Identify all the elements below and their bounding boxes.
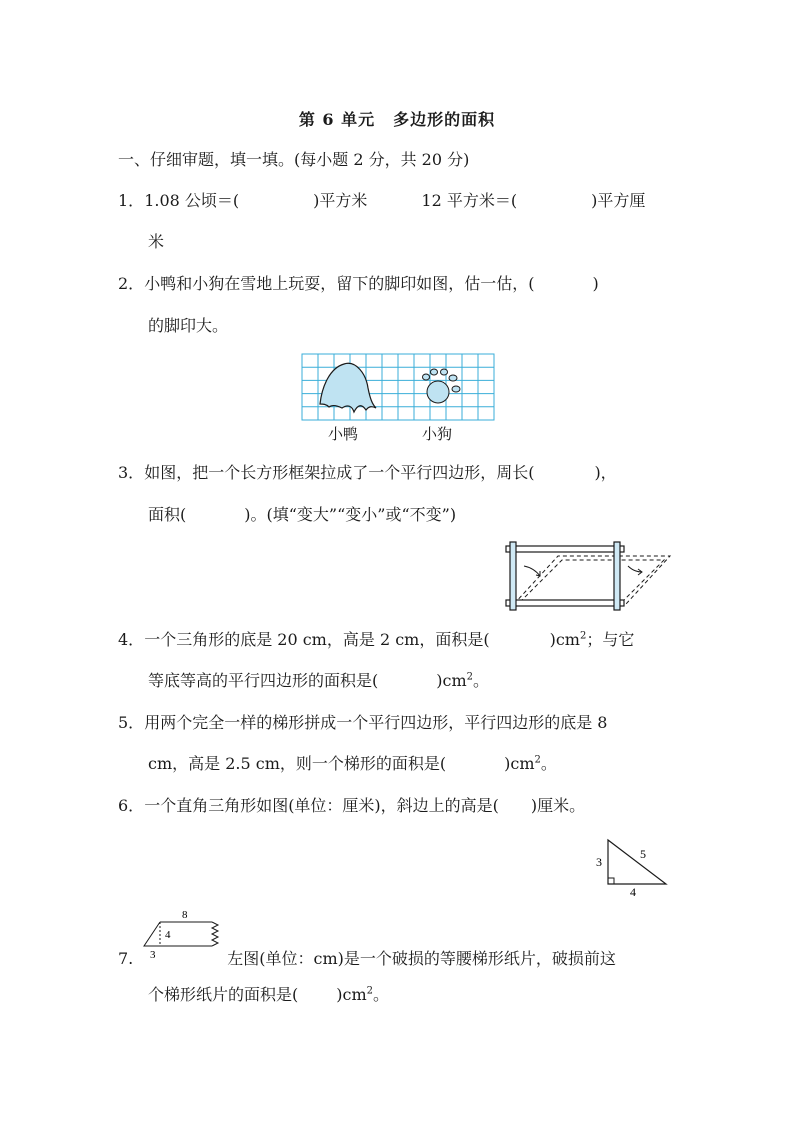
leg-b-label: 4 (630, 885, 636, 898)
q5-text-b: )cm (504, 754, 535, 773)
question-3 (118, 463, 617, 483)
q3-text-b: )。(填“变大”“变小”或“不变”) (244, 505, 457, 524)
q5-line2 (148, 754, 557, 774)
q1-text-c: 12 平方米＝( (421, 191, 518, 210)
unit-label: 第 6 单元 (298, 110, 376, 129)
question-number: 6． (118, 796, 145, 815)
q5-text-a: cm，高是 2.5 cm，则一个梯形的面积是( (148, 754, 447, 773)
question-7 (118, 949, 616, 969)
question-1 (118, 191, 645, 211)
question-6 (118, 796, 585, 816)
leg-a-label: 3 (596, 855, 602, 869)
q4-text-c: ；与它 (586, 630, 635, 649)
q2-text: 小鸭和小狗在雪地上玩耍，留下的脚印如图，估一估，( (144, 274, 535, 293)
q7-text-a: 个梯形纸片的面积是( (148, 985, 299, 1004)
dog-label: 小狗 (422, 426, 453, 443)
page-title (0, 107, 794, 130)
q5-text-c: 。 (540, 754, 557, 773)
q2-line2: 的脚印大。 (148, 316, 229, 335)
question-number: 7. (118, 949, 134, 968)
right-triangle-figure (590, 834, 674, 898)
arrow-icon (524, 566, 642, 576)
q7-line2 (148, 985, 389, 1005)
q4-line2 (148, 671, 489, 691)
footprint-grid-figure (300, 352, 496, 444)
q2-close: ) (592, 274, 599, 293)
q3-close: )， (594, 463, 617, 482)
question-5 (118, 713, 607, 733)
q4-text-e: )cm (436, 671, 467, 690)
question-number: 3． (118, 463, 145, 482)
superscript: 2 (534, 754, 541, 766)
rectangle-frame (506, 542, 624, 610)
question-4 (118, 630, 634, 650)
q3-text: 如图，把一个长方形框架拉成了一个平行四边形，周长( (144, 463, 535, 482)
frame-figure (500, 540, 676, 612)
section-heading: 一、仔细审题，填一填。(每小题 2 分，共 20 分) (118, 150, 470, 169)
q7-text-c: 。 (373, 985, 390, 1004)
top-base-label: 8 (182, 909, 188, 921)
q4-text-d: 等底等高的平行四边形的面积是( (148, 671, 379, 690)
q4-text-f: 。 (473, 671, 490, 690)
hypotenuse-label: 5 (640, 847, 646, 861)
q4-text-a: 一个三角形的底是 20 cm，高是 2 cm，面积是( (144, 630, 490, 649)
question-number: 5． (118, 713, 145, 732)
parallelogram-dashed (514, 556, 670, 604)
question-2 (118, 274, 599, 294)
superscript: 2 (466, 671, 473, 683)
question-number: 1． (118, 191, 145, 210)
q1-text-b: )平方米 (313, 191, 368, 210)
superscript: 2 (366, 985, 373, 997)
topic-label: 多边形的面积 (393, 110, 496, 129)
q4-text-b: )cm (549, 630, 580, 649)
q1-text-a: 1.08 公顷＝( (144, 191, 240, 210)
q3-text-a: 面积( (148, 505, 187, 524)
q1-text-d: )平方厘 (591, 191, 646, 210)
q6-text-b: )厘米。 (530, 796, 586, 815)
q7-text-b: )cm (336, 985, 367, 1004)
question-number: 4． (118, 630, 145, 649)
q7-text: 左图(单位：cm)是一个破损的等腰梯形纸片，破损前这 (227, 949, 616, 968)
duck-label: 小鸭 (328, 426, 359, 443)
height-label: 4 (165, 929, 171, 941)
q3-line2 (148, 505, 456, 525)
superscript: 2 (579, 630, 587, 642)
q6-text-a: 一个直角三角形如图(单位：厘米)，斜边上的高是( (144, 796, 499, 815)
q1-line2: 米 (148, 232, 165, 251)
question-number: 2． (118, 274, 145, 293)
q5-text: 用两个完全一样的梯形拼成一个平行四边形，平行四边形的底是 8 (144, 713, 608, 732)
left-segment-label: 3 (150, 949, 156, 961)
